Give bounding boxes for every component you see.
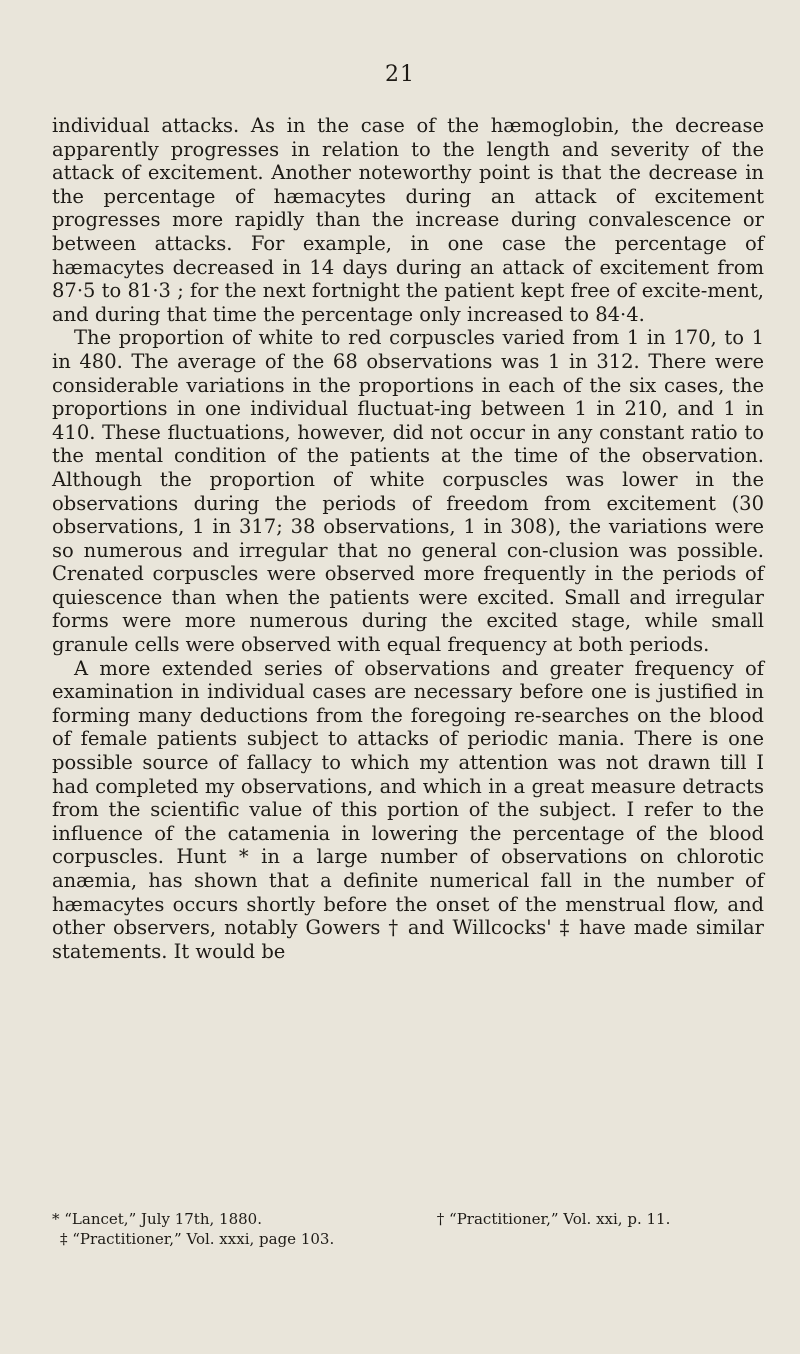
footnote-row — [52, 1229, 764, 1249]
footnote-row — [52, 1209, 764, 1229]
footnote-practitioner-xxxi: ‡ “Practitioner,” Vol. xxxi, page 103. — [60, 1230, 335, 1248]
footnotes — [52, 1209, 764, 1249]
paragraph-1: individual attacks. As in the case of the hæmoglobin, the decrease apparently progresses in relation to the length and severity of the attack of excitement. Another noteworthy point is that the decrease in the percentage of hæmacytes during an attack of excitement progresses more rapidly than the increase during convalescence or between attacks. For example, in one case the percentage of hæmacytes decreased in 14 days during an attack of excitement from 87·5 to 81·3 ; for the next fortnight the patient kept free of excite-ment, and during that time the percentage only increased to 84·4. — [52, 114, 764, 326]
body-text — [52, 114, 764, 963]
paragraph-2: The proportion of white to red corpuscles varied from 1 in 170, to 1 in 480. The average of the 68 observations was 1 in 312. There were considerable variations in the proportions in each of the six cases, the proportions in one individual fluctuat-ing between 1 in 210, and 1 in 410. These fluctuations, however, did not occur in any constant ratio to the mental condition of the patients at the time of the observation. Although the proportion of white corpuscles was lower in the observations during the periods of freedom from excitement (30 observations, 1 in 317; 38 observations, 1 in 308), the variations were so numerous and irregular that no general con-clusion was possible. Crenated corpuscles were observed more frequently in the periods of quiescence than when the patients were excited. Small and irregular forms were more numerous during the excited stage, while small granule cells were observed with equal frequency at both periods. — [52, 326, 764, 657]
paragraph-3: A more extended series of observations and greater frequency of examination in individual cases are necessary before one is justified in forming many deductions from the foregoing re-searches on the blood of female patients subject to attacks of periodic mania. There is one possible source of fallacy to which my attention was not drawn till I had completed my observations, and which in a great measure detracts from the scientific value of this portion of the subject. I refer to the influence of the catamenia in lowering the percentage of the blood corpuscles. Hunt * in a large number of observations on chlorotic anæmia, has shown that a definite numerical fall in the number of hæmacytes occurs shortly before the onset of the menstrual flow, and other observers, notably Gowers † and Willcocks' ‡ have made similar statements. It would be — [52, 656, 764, 963]
footnote-practitioner-xxi: † “Practitioner,” Vol. xxi, p. 11. — [436, 1210, 671, 1228]
page-number: 21 — [385, 62, 415, 87]
footnote-lancet: * “Lancet,” July 17th, 1880. — [52, 1210, 262, 1228]
